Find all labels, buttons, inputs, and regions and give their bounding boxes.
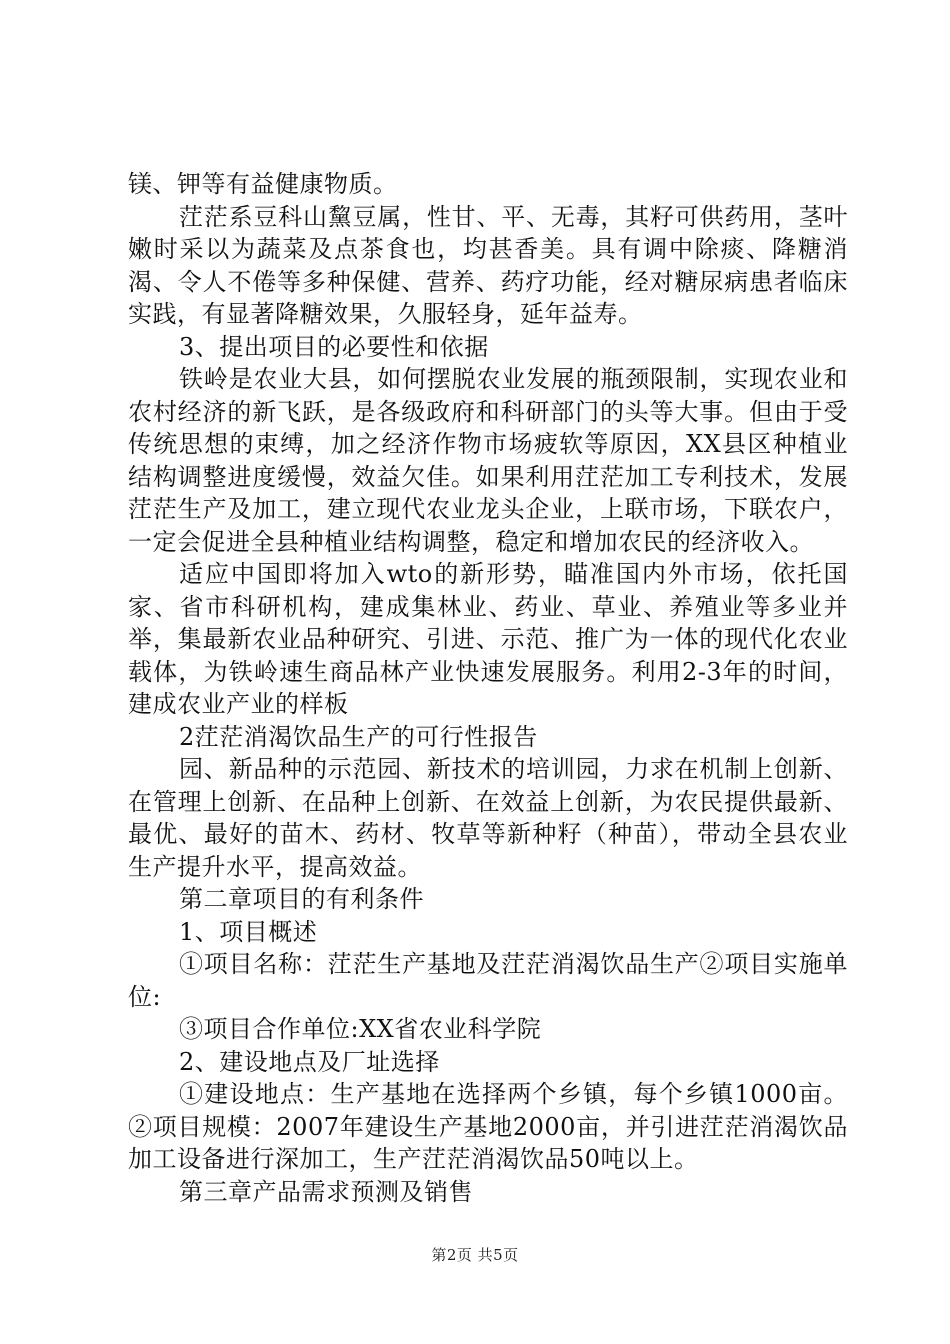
paragraph-tieling-agriculture: 铁岭是农业大县，如何摆脱农业发展的瓶颈限制，实现农业和农村经济的新飞跃，是各级政府和科研部门的头等大事。但由于受传统思想的束缚，加之经济作物市场疲软等原因，XX县区种植业结构调整进度缓慢，效益欠佳。如果利用茳茫加工专利技术，发展茳茫生产及加工，建立现代农业龙头企业，上联市场，下联农户，一定会促进全县种植业结构调整，稳定和增加农民的经济收入。 [128, 365, 848, 556]
page-footer: 第2页 共5页 [431, 1246, 519, 1264]
section-heading-location: 2、建设地点及厂址选择 [179, 1047, 440, 1076]
paragraph-demonstration-park: 园、新品种的示范园、新技术的培训园，力求在机制上创新、在管理上创新、在品种上创新、在效益上创新，为农民提供最新、最优、最好的苗木、药材、牧草等新种籽（种苗），带动全县农业生产提升水平，提高效益。 [128, 755, 848, 881]
paragraph-wto-situation: 适应中国即将加入wto的新形势，瞄准国内外市场，依托国家、省市科研机构，建成集林业、药业、草业、养殖业等多业并举，集最新农业品种研究、引进、示范、推广为一体的现代化农业载体，为铁岭速生商品林产业快速发展服务。利用2-3年的时间，建成农业产业的样板 [128, 560, 848, 718]
section-heading-necessity: 3、提出项目的必要性和依据 [179, 332, 489, 361]
document-body [128, 168, 848, 1208]
chapter-heading-3: 第三章产品需求预测及销售 [179, 1177, 473, 1206]
paragraph-location-scale: ①建设地点：生产基地在选择两个乡镇，每个乡镇1000亩。②项目规模：2007年建设生产基地2000亩，并引进茳茫消渴饮品加工设备进行深加工，生产茳茫消渴饮品50吨以上。 [128, 1080, 848, 1173]
paragraph-project-partner: ③项目合作单位:XX省农业科学院 [179, 1015, 542, 1043]
chapter-heading-2: 第二章项目的有利条件 [179, 885, 424, 913]
running-header-report-title: 2茳茫消渴饮品生产的可行性报告 [179, 722, 538, 751]
section-heading-overview: 1、项目概述 [179, 917, 318, 946]
paragraph-continuation: 镁、钾等有益健康物质。 [128, 170, 398, 198]
paragraph-plant-description: 茳茫系豆科山黧豆属，性甘、平、无毒，其籽可供药用，茎叶嫩时采以为蔬菜及点茶食也，均甚香美。具有调中除痰、降糖消渴、令人不倦等多种保健、营养、药疗功能，经对糖尿病患者临床实践，有显著降糖效果，久服轻身，延年益寿。 [128, 202, 848, 328]
paragraph-project-name: ①项目名称：茳茫生产基地及茳茫消渴饮品生产②项目实施单位: [128, 950, 848, 1011]
